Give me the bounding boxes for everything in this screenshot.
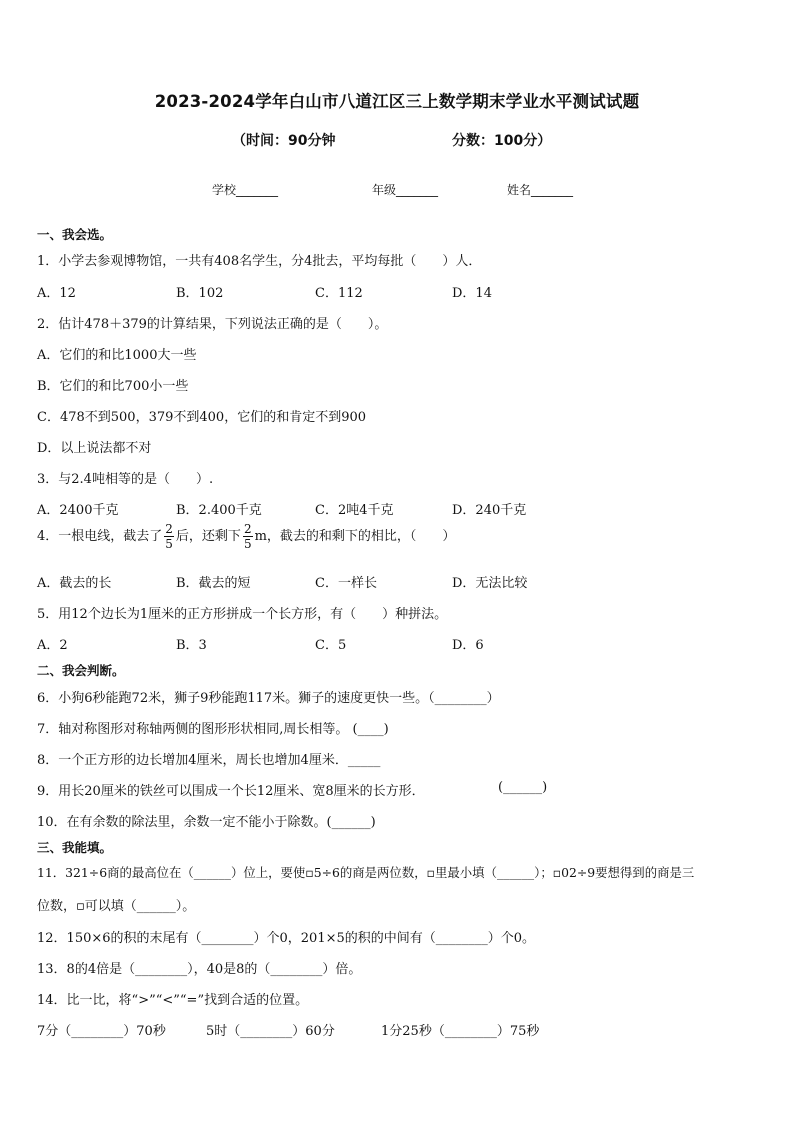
q4-text-2: 后，还剩下 — [175, 529, 241, 544]
q3-option-c: C．2吨4千克 — [315, 503, 394, 518]
q2-option-c: C．478不到500，379不到400，它们的和肯定不到900 — [37, 410, 367, 425]
section-heading-fill: 三、我能填。 — [37, 840, 113, 855]
q4-frac2-den: 5 — [243, 537, 252, 551]
q4-option-b: B．截去的短 — [176, 576, 251, 591]
q1-option-c: C．112 — [315, 286, 363, 301]
exam-time: （时间：90分钟 — [232, 133, 336, 149]
q14-compare-c: 1分25秒（________）75秒 — [381, 1024, 540, 1039]
page-title: 2023-2024学年白山市八道江区三上数学期末学业水平测试试题 — [154, 92, 640, 111]
exam-score: 分数：100分） — [452, 133, 552, 149]
question-11-line-2: 位数，▫可以填（______）。 — [37, 899, 196, 914]
q2-option-d: D．以上说法都不对 — [37, 441, 152, 456]
question-11-line-1: 11．321÷6商的最高位在（______）位上，要使▫5÷6的商是两位数，▫里最小填（______）；▫02÷9要想得到的商是三 — [37, 865, 695, 880]
q4-option-d: D．无法比较 — [452, 576, 528, 591]
grade-field: 年级_______ — [372, 183, 439, 197]
q14-compare-a: 7分（________）70秒 — [37, 1024, 166, 1039]
question-9: 9．用长20厘米的铁丝可以围成一个长12厘米、宽8厘米的长方形． — [37, 784, 425, 799]
student-info — [0, 181, 794, 201]
q4-option-a: A．截去的长 — [37, 576, 112, 591]
exam-meta — [0, 130, 794, 152]
question-1: 1．小学去参观博物馆，一共有408名学生，分4批去，平均每批（ ）人． — [37, 254, 482, 269]
question-5: 5．用12个边长为1厘米的正方形拼成一个长方形，有（ ）种拼法。 — [37, 607, 448, 622]
q14-compare-b: 5时（________）60分 — [206, 1024, 335, 1039]
q4-fraction-2 — [243, 522, 253, 551]
q2-option-a: A．它们的和比1000大一些 — [37, 348, 197, 363]
q4-option-c: C．一样长 — [315, 576, 377, 591]
q4-frac1-den: 5 — [165, 537, 173, 551]
school-field: 学校_______ — [212, 183, 279, 197]
q5-option-d: D．6 — [452, 638, 484, 653]
q9-answer-blank: (______) — [498, 780, 548, 795]
q4-frac2-num: 2 — [243, 522, 252, 536]
q5-option-a: A．2 — [37, 638, 68, 653]
question-10: 10．在有余数的除法里，余数一定不能小于除数。(______) — [37, 815, 376, 830]
question-4 — [37, 522, 455, 551]
question-6: 6．小狗6秒能跑72米，狮子9秒能跑117米。狮子的速度更快一些。（________） — [37, 691, 500, 706]
q4-text-3: m，截去的和剩下的相比，（ ） — [254, 529, 456, 544]
question-2: 2．估计478＋379的计算结果，下列说法正确的是（ ）。 — [37, 317, 388, 332]
question-7: 7．轴对称图形对称轴两侧的图形形状相同,周长相等。 (____) — [37, 722, 389, 737]
name-field: 姓名_______ — [507, 183, 574, 197]
q1-option-b: B．102 — [176, 286, 224, 301]
question-12: 12．150×6的积的末尾有（________）个0，201×5的积的中间有（________）个0。 — [37, 931, 536, 946]
section-heading-judge: 二、我会判断。 — [37, 663, 125, 678]
question-14: 14．比一比，将“>”“<”“=”找到合适的位置。 — [37, 993, 309, 1008]
q2-option-b: B．它们的和比700小一些 — [37, 379, 189, 394]
question-3: 3．与2.4吨相等的是（ ）. — [37, 472, 214, 487]
q3-option-d: D．240千克 — [452, 503, 527, 518]
section-heading-choice: 一、我会选。 — [37, 227, 113, 242]
question-13: 13．8的4倍是（________），40是8的（________）倍。 — [37, 962, 362, 977]
q4-text-1: 4．一根电线，截去了 — [37, 529, 163, 544]
q5-option-b: B．3 — [176, 638, 207, 653]
q3-option-b: B．2.400千克 — [176, 503, 262, 518]
q1-option-d: D．14 — [452, 286, 492, 301]
q4-frac1-num: 2 — [165, 522, 173, 536]
q4-fraction-1 — [164, 522, 174, 551]
question-8: 8．一个正方形的边长增加4厘米，周长也增加4厘米．_____ — [37, 753, 381, 768]
q1-option-a: A．12 — [37, 286, 76, 301]
q5-option-c: C．5 — [315, 638, 347, 653]
q3-option-a: A．2400千克 — [37, 503, 119, 518]
